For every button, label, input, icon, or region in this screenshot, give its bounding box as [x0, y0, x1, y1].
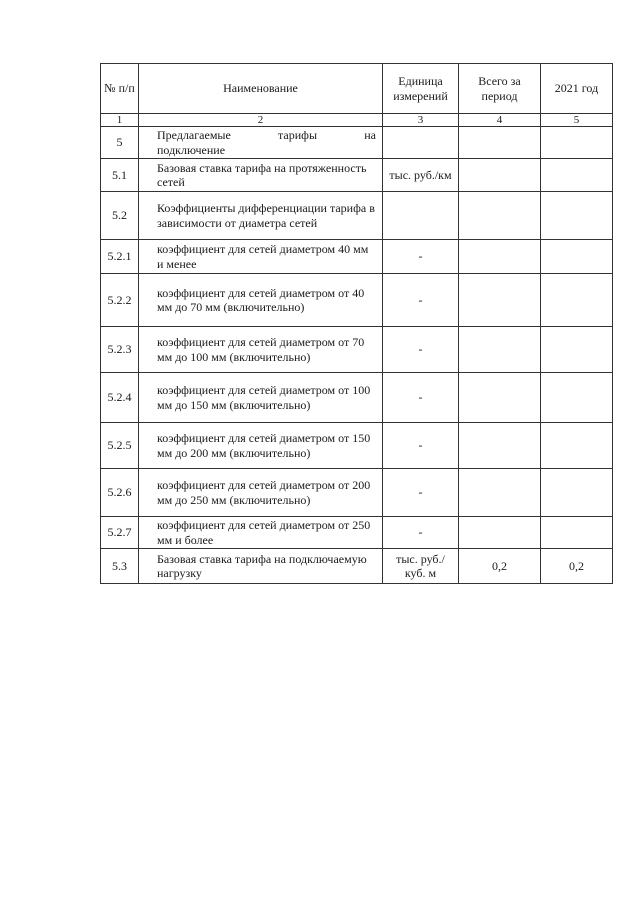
header-year: 2021 год [541, 64, 613, 114]
row-year [541, 517, 613, 549]
row-year [541, 327, 613, 373]
table-row [101, 327, 613, 373]
header-unit: Единица измерений [383, 64, 459, 114]
table-row [101, 240, 613, 274]
row-total [459, 423, 541, 469]
table-row [101, 159, 613, 192]
row-unit: - [383, 240, 459, 274]
row-num: 5 [101, 127, 139, 159]
row-name: Коэффициенты дифференциации тарифа в зависимости от диаметра сетей [139, 192, 383, 240]
index-cell: 5 [541, 114, 613, 127]
row-unit: тыс. руб./км [383, 159, 459, 192]
row-name-word: тарифы [278, 128, 318, 143]
header-name: Наименование [139, 64, 383, 114]
row-year [541, 423, 613, 469]
row-num: 5.1 [101, 159, 139, 192]
row-unit: - [383, 469, 459, 517]
row-year [541, 192, 613, 240]
row-name [139, 127, 383, 159]
table-row [101, 127, 613, 159]
header-total: Всего за период [459, 64, 541, 114]
row-name: коэффициент для сетей диаметром от 200 мм до 250 мм (включительно) [139, 469, 383, 517]
row-year [541, 240, 613, 274]
row-unit: - [383, 373, 459, 423]
row-name: коэффициент для сетей диаметром от 150 мм до 200 мм (включительно) [139, 423, 383, 469]
table-row [101, 469, 613, 517]
row-unit [383, 192, 459, 240]
row-num: 5.2.6 [101, 469, 139, 517]
row-name: Базовая ставка тарифа на протяженность сетей [139, 159, 383, 192]
table-row [101, 192, 613, 240]
header-row [101, 64, 613, 114]
row-name: коэффициент для сетей диаметром от 250 мм и более [139, 517, 383, 549]
row-num: 5.2.5 [101, 423, 139, 469]
table-row [101, 373, 613, 423]
row-name: коэффициент для сетей диаметром от 40 мм до 70 мм (включительно) [139, 274, 383, 327]
index-cell: 1 [101, 114, 139, 127]
tariff-table [100, 63, 613, 584]
row-total [459, 469, 541, 517]
row-name: Базовая ставка тарифа на подключаемую нагрузку [139, 549, 383, 584]
table-row [101, 517, 613, 549]
row-total [459, 327, 541, 373]
row-num: 5.2.1 [101, 240, 139, 274]
index-cell: 3 [383, 114, 459, 127]
table-row [101, 423, 613, 469]
row-unit: тыс. руб./ куб. м [383, 549, 459, 584]
row-total [459, 240, 541, 274]
row-total [459, 274, 541, 327]
row-name: коэффициент для сетей диаметром от 100 мм до 150 мм (включительно) [139, 373, 383, 423]
row-year [541, 274, 613, 327]
row-year [541, 127, 613, 159]
row-year [541, 159, 613, 192]
index-cell: 2 [139, 114, 383, 127]
row-unit: - [383, 423, 459, 469]
row-total: 0,2 [459, 549, 541, 584]
row-num: 5.2.7 [101, 517, 139, 549]
row-unit: - [383, 327, 459, 373]
table-row [101, 549, 613, 584]
row-unit: - [383, 517, 459, 549]
index-cell: 4 [459, 114, 541, 127]
row-year [541, 469, 613, 517]
row-total [459, 127, 541, 159]
row-total [459, 373, 541, 423]
row-year: 0,2 [541, 549, 613, 584]
row-total [459, 517, 541, 549]
row-name: коэффициент для сетей диаметром от 70 мм до 100 мм (включительно) [139, 327, 383, 373]
table-row [101, 274, 613, 327]
row-num: 5.2.3 [101, 327, 139, 373]
row-num: 5.2.2 [101, 274, 139, 327]
row-total [459, 159, 541, 192]
row-name: коэффициент для сетей диаметром 40 мм и менее [139, 240, 383, 274]
index-row [101, 114, 613, 127]
row-name-word: на [364, 128, 376, 143]
row-name-second-line: подключение [157, 142, 226, 157]
row-total [459, 192, 541, 240]
row-name-first-line [157, 128, 376, 142]
row-year [541, 373, 613, 423]
row-unit: - [383, 274, 459, 327]
row-num: 5.2 [101, 192, 139, 240]
header-num: № п/п [101, 64, 139, 114]
row-num: 5.2.4 [101, 373, 139, 423]
row-name-word: Предлагаемые [157, 128, 231, 143]
row-unit [383, 127, 459, 159]
row-num: 5.3 [101, 549, 139, 584]
